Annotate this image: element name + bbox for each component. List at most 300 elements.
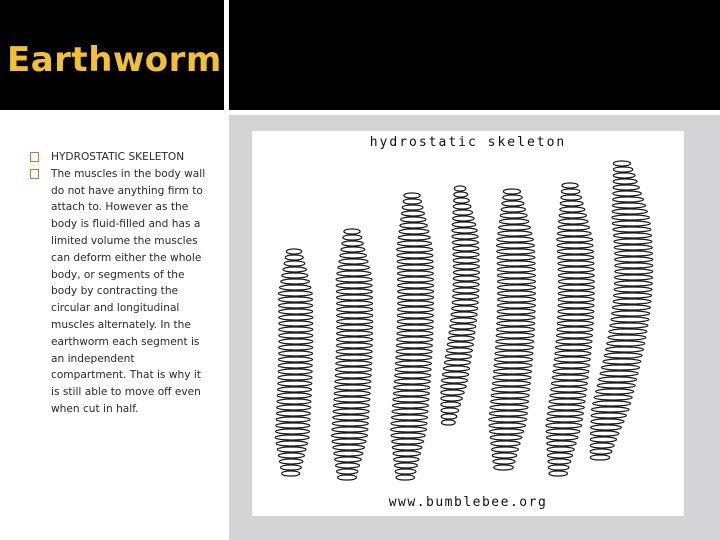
square-bullet-icon	[30, 169, 39, 179]
worm-segment	[442, 420, 456, 425]
worm-segment	[392, 409, 428, 414]
worm-segment	[548, 453, 573, 458]
worm-segment	[591, 419, 624, 424]
worm-segment	[593, 401, 631, 406]
worm-segment	[497, 321, 535, 326]
worm-segment	[603, 359, 641, 364]
worm-segment	[558, 303, 594, 308]
worm-segment	[277, 393, 311, 398]
worm-segment	[597, 383, 635, 388]
bullet-item-heading	[30, 149, 212, 166]
worm-segment	[558, 315, 594, 320]
worm-segment	[278, 363, 312, 368]
worm-segment	[397, 265, 433, 270]
worm-segment	[396, 355, 432, 360]
worm-segment	[276, 423, 310, 428]
worm-segment	[613, 299, 651, 304]
worm-segment	[614, 293, 652, 298]
worm-segment	[549, 471, 567, 476]
worm-segment	[403, 199, 421, 204]
worm-segment	[337, 271, 371, 276]
worm-segment	[453, 252, 479, 257]
worm-segment	[336, 349, 372, 354]
worm-segment	[615, 257, 653, 262]
worm-segment	[614, 233, 652, 238]
worm-4	[441, 186, 480, 425]
worm-segment	[613, 203, 646, 208]
worm-segment	[402, 205, 423, 210]
worm-segment	[546, 429, 580, 434]
earthworm-illustration	[252, 131, 684, 516]
worm-segment	[599, 377, 637, 382]
worm-segment	[278, 453, 304, 458]
worm-segment	[397, 313, 433, 318]
worm-segment	[495, 351, 533, 356]
worm-segment	[397, 271, 433, 276]
worm-segment	[398, 295, 434, 300]
worm-segment	[333, 415, 369, 420]
worm-segment	[342, 241, 363, 246]
worm-segment	[554, 363, 590, 368]
worm-segment	[276, 429, 310, 434]
worm-segment	[557, 249, 593, 254]
worm-segment	[606, 347, 644, 352]
worm-segment	[491, 393, 529, 398]
worm-segment	[555, 351, 591, 356]
worm-segment	[282, 273, 308, 278]
worm-segment	[279, 309, 313, 314]
worm-segment	[590, 431, 619, 436]
worm-segment	[498, 285, 536, 290]
worm-segment	[444, 360, 470, 365]
worm-segment	[547, 411, 583, 416]
worm-segment	[552, 375, 588, 380]
worm-segment	[451, 318, 477, 323]
worm-segment	[441, 402, 461, 407]
worm-segment	[551, 381, 587, 386]
worm-segment	[489, 411, 527, 416]
worm-segment	[398, 235, 430, 240]
worm-segment	[444, 366, 470, 371]
worm-segment	[608, 335, 646, 340]
worm-segment	[448, 336, 474, 341]
worm-segment	[402, 211, 425, 216]
worm-segment	[596, 389, 634, 394]
worm-segment	[493, 459, 515, 464]
worm-segment	[558, 225, 590, 230]
worm-segment	[391, 433, 425, 438]
worm-segment	[397, 331, 433, 336]
worm-segment	[493, 375, 531, 380]
worm-segment	[615, 251, 653, 256]
worm-segment	[336, 463, 360, 468]
worm-segment	[397, 241, 431, 246]
worm-segment	[492, 447, 519, 452]
worm-segment	[337, 337, 373, 342]
worm-segment	[279, 351, 313, 356]
worm-segment	[489, 423, 526, 428]
worm-segment	[499, 225, 531, 230]
bullet-item-body	[30, 166, 212, 418]
worm-segment	[337, 331, 373, 336]
worm-segment	[613, 197, 644, 202]
worm-segment	[612, 305, 650, 310]
worm-segment	[333, 409, 369, 414]
worm-segment	[335, 379, 371, 384]
worm-segment	[334, 391, 370, 396]
worm-segment	[280, 285, 311, 290]
worm-segment	[558, 279, 594, 284]
worm-segment	[613, 179, 637, 184]
worm-segment	[396, 349, 432, 354]
worm-segment	[489, 417, 527, 422]
worm-segment	[393, 391, 429, 396]
worm-segment	[454, 198, 470, 203]
worm-segment	[453, 210, 473, 215]
worm-segment	[453, 294, 479, 299]
worm-segment	[395, 463, 418, 468]
worm-segment	[600, 371, 638, 376]
worm-segment	[397, 247, 433, 252]
worm-segment	[337, 313, 373, 318]
worm-segment	[612, 215, 650, 220]
worm-segment	[498, 279, 536, 284]
worm-segment	[281, 279, 310, 284]
worm-segment	[332, 439, 366, 444]
square-bullet-icon	[30, 152, 39, 162]
worm-segment	[285, 255, 303, 260]
worm-segment	[398, 283, 434, 288]
worm-segment	[392, 415, 428, 420]
worm-segment	[494, 465, 514, 470]
worm-segment	[453, 204, 471, 209]
worm-segment	[335, 457, 362, 462]
worm-segment	[280, 459, 303, 464]
worm-segment	[591, 425, 622, 430]
worm-segment	[558, 267, 594, 272]
worm-segment	[558, 261, 594, 266]
worm-segment	[340, 253, 367, 258]
worm-segment	[279, 345, 313, 350]
worm-segment	[492, 381, 530, 386]
worm-segment	[453, 276, 479, 281]
worm-segment	[391, 427, 427, 432]
worm-segment	[495, 345, 533, 350]
worm-segment	[397, 319, 433, 324]
worm-segment	[554, 357, 590, 362]
worm-segment	[279, 333, 313, 338]
worm-segment	[614, 245, 652, 250]
worm-segment	[615, 263, 653, 268]
worm-segment	[494, 363, 532, 368]
worm-segment	[278, 369, 312, 374]
worm-segment	[275, 435, 309, 440]
worm-segment	[392, 439, 424, 444]
worm-segment	[551, 387, 587, 392]
worm-segment	[497, 309, 535, 314]
worm-segment	[613, 167, 632, 172]
worm-segment	[559, 219, 588, 224]
worm-segment	[453, 246, 479, 251]
worm-segment	[491, 441, 520, 446]
worm-segment	[449, 330, 475, 335]
worm-segment	[278, 375, 312, 380]
worm-segment	[397, 259, 433, 264]
worm-segment	[335, 373, 371, 378]
worm-segment	[607, 341, 645, 346]
worm-segment	[498, 291, 536, 296]
worm-segment	[279, 303, 313, 308]
worm-segment	[561, 195, 582, 200]
worm-segment	[397, 253, 433, 258]
worm-segment	[562, 183, 578, 188]
worm-segment	[613, 173, 635, 178]
worm-segment	[452, 222, 475, 227]
worm-segment	[334, 397, 370, 402]
worm-segment	[281, 465, 302, 470]
worm-segment	[394, 379, 430, 384]
text-panel	[0, 115, 224, 540]
worm-segment	[276, 417, 310, 422]
worm-segment	[496, 339, 534, 344]
worm-segment	[590, 455, 609, 460]
worm-segment	[278, 381, 312, 386]
worm-segment	[336, 277, 372, 282]
worm-segment	[394, 457, 419, 462]
worm-segment	[549, 399, 585, 404]
worm-segment	[614, 239, 652, 244]
worm-6	[546, 183, 595, 476]
worm-segment	[558, 291, 594, 296]
bullet-text: HYDROSTATIC SKELETON	[51, 151, 185, 163]
worm-segment	[337, 295, 373, 300]
worm-segment	[561, 189, 579, 194]
worm-segment	[398, 289, 434, 294]
worm-segment	[393, 451, 420, 456]
worm-segment	[335, 385, 371, 390]
worm-segment	[332, 427, 368, 432]
worm-segment	[441, 390, 464, 395]
worm-segment	[279, 327, 313, 332]
worm-segment	[396, 343, 432, 348]
worm-segment	[500, 213, 527, 218]
worm-segment	[491, 399, 529, 404]
worm-segment	[279, 321, 313, 326]
worm-segment	[613, 191, 642, 196]
worm-segment	[452, 234, 478, 239]
worm-segment	[490, 429, 524, 434]
worm-segment	[557, 333, 593, 338]
worm-segment	[495, 357, 533, 362]
worm-segment	[278, 291, 312, 296]
worm-segment	[336, 367, 372, 372]
worm-segment	[392, 445, 422, 450]
worm-segment	[453, 264, 479, 269]
worm-segment	[334, 403, 370, 408]
worm-segment	[557, 321, 593, 326]
worm-segment	[497, 303, 535, 308]
worm-segment	[277, 399, 311, 404]
worm-segment	[453, 216, 474, 221]
worm-segment	[332, 421, 368, 426]
worm-segment	[452, 228, 477, 233]
worm-segment	[590, 449, 612, 454]
worm-segment	[336, 283, 372, 288]
worm-segment	[454, 192, 468, 197]
slide-title: Earthworm	[7, 40, 222, 80]
title-bar	[0, 0, 223, 110]
worm-segment	[334, 451, 363, 456]
bullet-text: The muscles in the body wall do not have anything firm to attach to. However as the body is fluid-filled and has a limited volume the muscles can deform either the whole body, or segments of the body by contracting the circular and longitudinal muscles alternately. In the earthworm each segment is an independent compartment. That is why it is still able to move off even when cut in half.	[51, 167, 206, 415]
worm-segment	[286, 249, 301, 254]
worm-segment	[501, 207, 525, 212]
worm-segment	[447, 342, 473, 347]
worm-segment	[279, 315, 313, 320]
worm-5	[489, 189, 536, 470]
worm-segment	[610, 323, 648, 328]
worm-segment	[557, 237, 593, 242]
worm-segment	[454, 186, 466, 191]
worm-segment	[279, 339, 313, 344]
worm-segment	[559, 213, 586, 218]
worm-segment	[441, 384, 466, 389]
worm-segment	[560, 201, 583, 206]
worm-segment	[337, 301, 373, 306]
worm-segment	[591, 413, 626, 418]
worm-segment	[612, 209, 647, 214]
worm-segment	[446, 348, 472, 353]
worm-segment	[395, 361, 431, 366]
worm-segment	[337, 319, 373, 324]
worm-segment	[277, 405, 311, 410]
worm-segment	[613, 227, 651, 232]
worm-segment	[276, 441, 307, 446]
worm-segment	[441, 408, 459, 413]
worm-segment	[497, 243, 535, 248]
worm-segment	[548, 465, 569, 470]
worm-segment	[452, 300, 478, 305]
worm-segment	[284, 261, 305, 266]
worm-segment	[496, 333, 534, 338]
worm-segment	[497, 327, 535, 332]
worm-2	[332, 229, 373, 480]
worm-segment	[497, 273, 535, 278]
worm-segment	[560, 207, 585, 212]
worm-segment	[547, 441, 576, 446]
worm-segment	[278, 387, 312, 392]
worm-segment	[336, 355, 372, 360]
worm-segment	[558, 273, 594, 278]
bullet-list	[30, 149, 212, 418]
worm-segment	[497, 315, 535, 320]
worm-segment	[553, 369, 589, 374]
worm-segment	[341, 247, 365, 252]
worm-segment	[336, 289, 372, 294]
worm-segment	[336, 343, 372, 348]
worm-segment	[547, 417, 583, 422]
worm-7	[590, 161, 653, 460]
worm-segment	[548, 405, 584, 410]
worm-segment	[392, 403, 428, 408]
worm-segment	[611, 317, 649, 322]
worm-segment	[442, 378, 468, 383]
worm-1	[275, 249, 313, 476]
worm-segment	[615, 269, 653, 274]
worm-segment	[613, 161, 630, 166]
worm-segment	[590, 437, 616, 442]
worm-segment	[400, 223, 427, 228]
worm-segment	[550, 393, 586, 398]
worm-segment	[398, 277, 434, 282]
worm-segment	[498, 231, 532, 236]
worm-segment	[558, 297, 594, 302]
worm-segment	[333, 445, 365, 450]
worm-segment	[502, 201, 524, 206]
worm-segment	[453, 282, 479, 287]
worm-segment	[490, 405, 528, 410]
worm-segment	[615, 275, 653, 280]
worm-segment	[332, 433, 368, 438]
worm-segment	[343, 235, 362, 240]
worm-segment	[558, 255, 594, 260]
worm-segment	[453, 258, 479, 263]
worm-segment	[592, 407, 630, 412]
worm-segment	[497, 267, 535, 272]
worm-segment	[556, 339, 592, 344]
worm-segment	[395, 367, 431, 372]
worm-segment	[396, 475, 415, 480]
earthworm-figure	[252, 131, 684, 516]
worm-segment	[614, 287, 652, 292]
worm-segment	[450, 324, 476, 329]
worm-segment	[339, 259, 368, 264]
worm-segment	[497, 249, 535, 254]
header-right-band	[229, 0, 720, 110]
worm-segment	[497, 237, 534, 242]
worm-segment	[497, 261, 535, 266]
worm-segment	[337, 325, 373, 330]
worm-segment	[338, 265, 370, 270]
worm-segment	[397, 325, 433, 330]
worm-segment	[404, 193, 420, 198]
worm-segment	[393, 397, 429, 402]
worm-segment	[443, 372, 469, 377]
worm-segment	[557, 231, 591, 236]
worm-segment	[503, 195, 523, 200]
worm-segment	[441, 414, 457, 419]
worm-segment	[497, 255, 535, 260]
worm-segment	[452, 306, 478, 311]
worm-segment	[590, 443, 614, 448]
figure-credit: www.bumblebee.org	[388, 495, 548, 510]
worm-segment	[557, 327, 593, 332]
worm-segment	[453, 270, 479, 275]
worm-segment	[490, 435, 522, 440]
worm-segment	[391, 421, 427, 426]
worm-segment	[401, 217, 426, 222]
worm-segment	[441, 396, 462, 401]
worm-segment	[398, 307, 434, 312]
worm-segment	[453, 288, 479, 293]
worm-segment	[546, 423, 582, 428]
worm-segment	[451, 312, 477, 317]
worm-segment	[492, 387, 530, 392]
worm-segment	[279, 357, 313, 362]
worm-3	[391, 193, 434, 480]
worm-segment	[594, 395, 632, 400]
worm-segment	[395, 469, 416, 474]
worm-segment	[283, 267, 306, 272]
